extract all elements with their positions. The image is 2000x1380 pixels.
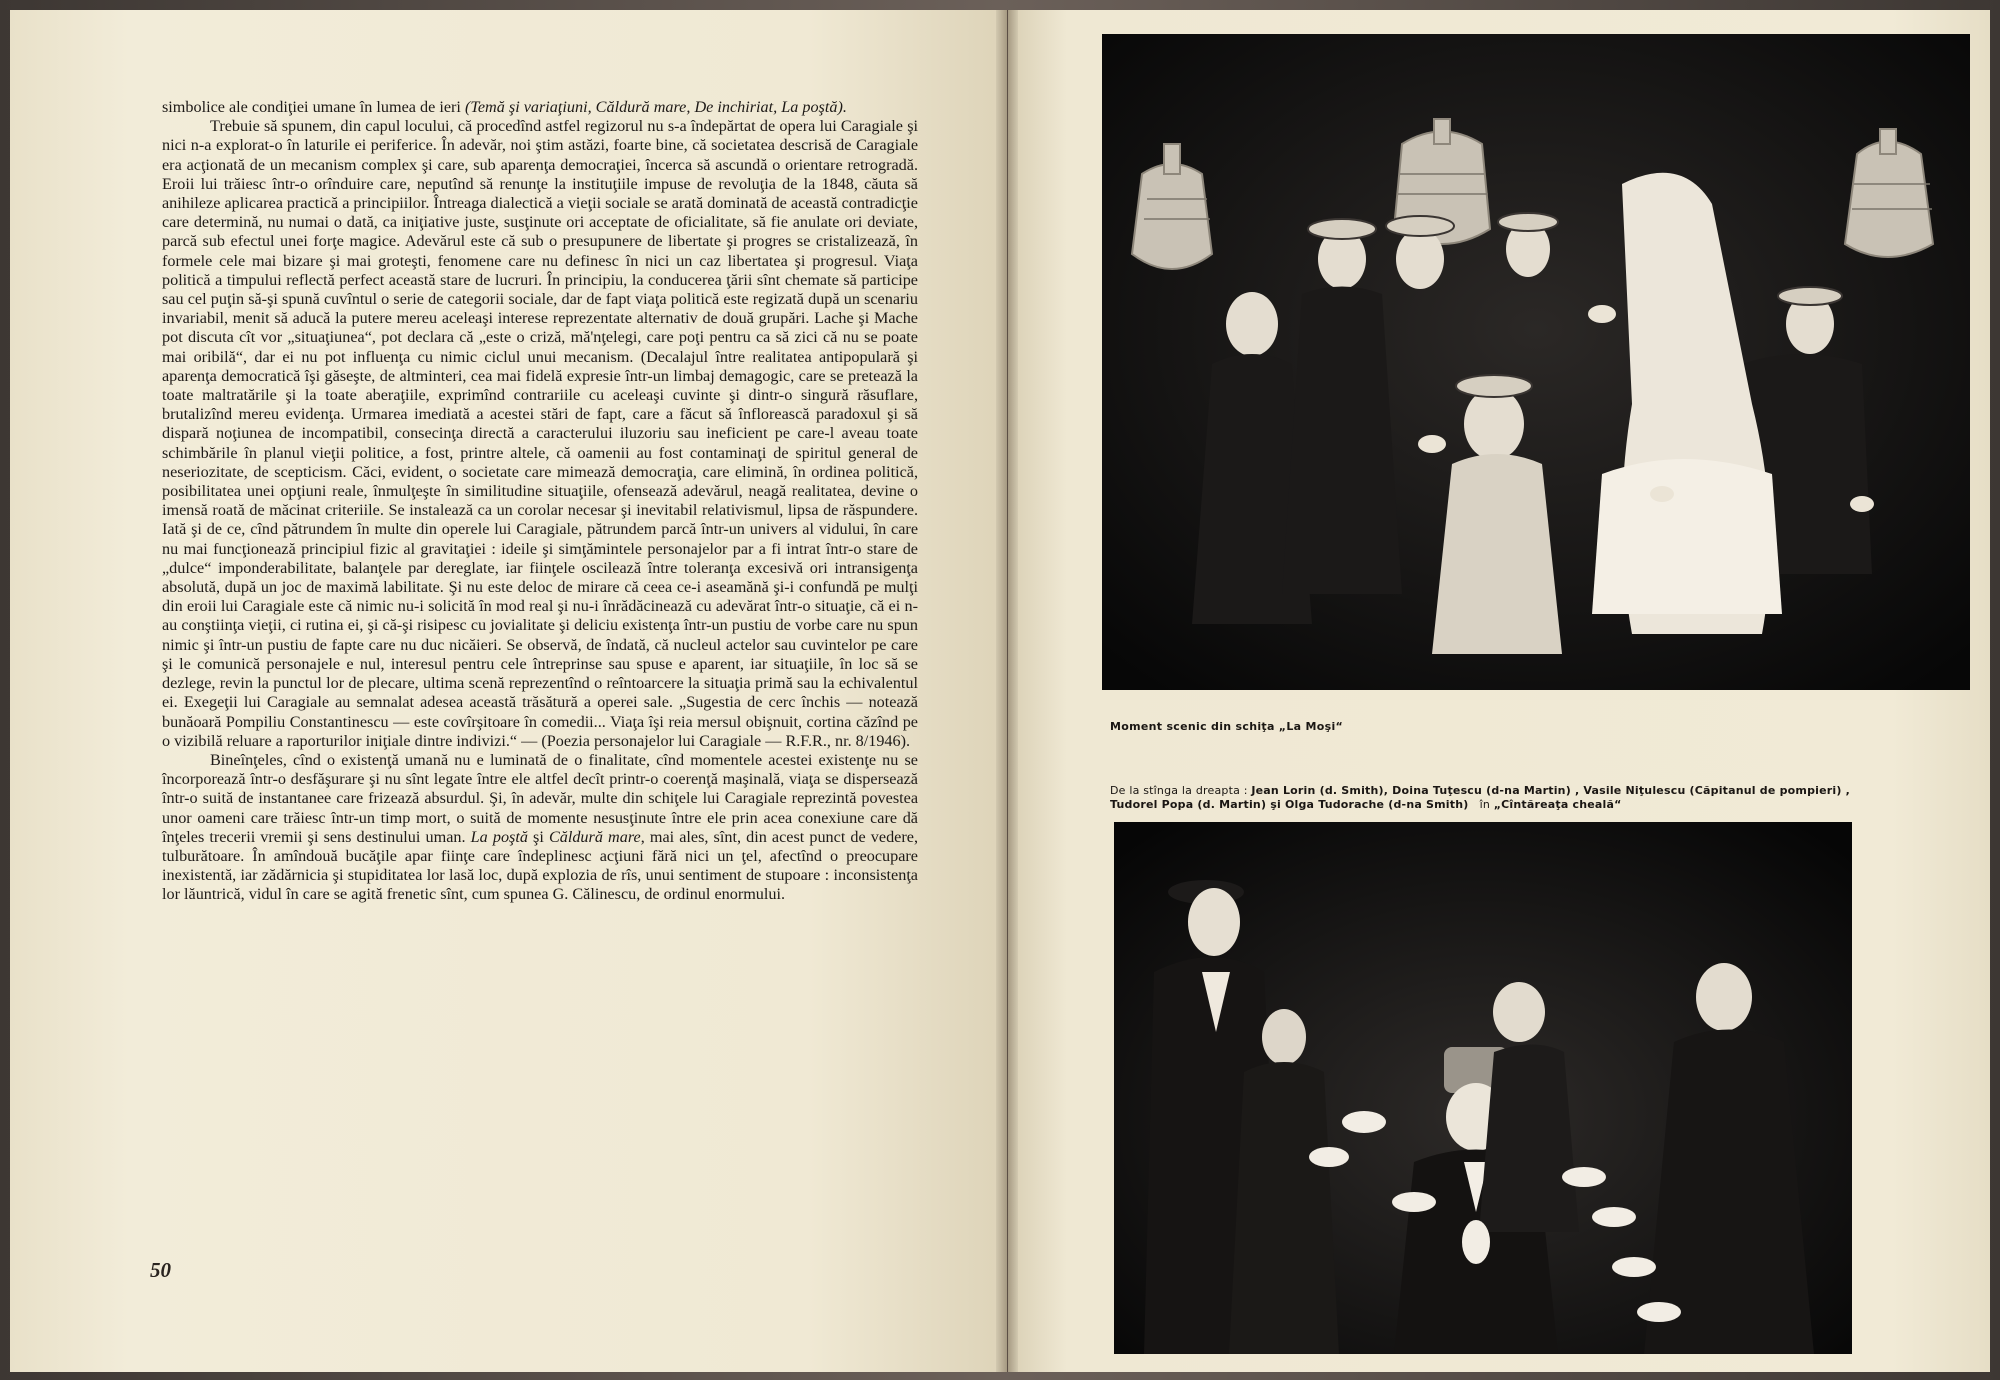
paragraph-text: Bineînţeles, cînd o existenţă umană nu e luminată de o finalitate, cînd momentele acestei existenţe nu se încorporează într-o desfăşurare şi nu sînt legate între ele altfel decît printr-o coerenţă maşinală, viaţa se dispersează într-o suită de instantanee care frizează absurdul. Şi, în adevăr, multe din schiţele lui Caragiale reprezintă povestea unor oameni care trăiesc într-un timp mort, o suită de momente nesusţinute între ele prin acea conexiune care dă înţeles trecerii vremii şi sens destinului uman.: [162, 750, 918, 846]
photo-caption-la-mosi: Moment scenic din schiţa „La Moşi“: [1110, 720, 1344, 733]
article-body: [162, 98, 918, 905]
italic-title-text: La poştă: [470, 827, 528, 846]
photo-caption-cantareata-cheala: [1110, 784, 1870, 812]
article-paragraph: [162, 98, 918, 117]
caption-cast-names: Jean Lorin (d. Smith), Doina Tuţescu (d-na Martin) , Vasile Niţulescu (Căpitanul de pompieri) , Tudorel Popa (d. Martin) şi Olga Tudorache (d-na Smith): [1110, 784, 1851, 811]
book-gutter: [996, 10, 1018, 1372]
stage-photo-cantareata-cheala: [1114, 822, 1852, 1354]
page-number: 50: [150, 1258, 171, 1282]
right-page: [1008, 10, 1990, 1372]
stage-photo-la-mosi: [1102, 34, 1970, 690]
italic-title-text: (Temă şi variaţiuni, Căldură mare, De inchiriat, La poştă).: [464, 98, 847, 116]
caption-prefix: De la stînga la dreapta :: [1110, 784, 1252, 797]
photo-la-mosi-illustration: [1102, 34, 1970, 690]
caption-play-title: „Cîntăreaţa cheală“: [1493, 798, 1622, 811]
italic-title-text: Căldură mare: [548, 827, 641, 846]
photo-cantareata-cheala-illustration: [1114, 822, 1852, 1354]
left-page: [10, 10, 1007, 1372]
article-paragraph: [162, 117, 918, 751]
paragraph-text: Trebuie să spunem, din capul locului, că procedînd astfel regizorul nu s-a îndepărtat de opera lui Caragiale şi nici n-a explorat-o în laturile ei periferice. În adevăr, noi ştim astăzi, foarte bine, că societatea descrisă de Caragiale era acţionată de un mecanism complex şi care, sub aparenţa democraţiei, încerca să ascundă o orientare retrogradă. Eroii lui trăiesc într-o orînduire care, neputînd să renunţe la instituţiile impuse de revoluţia de la 1848, căuta să anihileze aplicarea practică a principiilor. Întreaga dialectică a vieţii sociale se arată dominată de această contradicţie care determină, nu numai o dată, ca iniţiative juste, susţinute ori acceptate de oficialitate, să fie anulate ori deviate, parcă sub efectul unei forţe magice. Adevărul este că sub o presupunere de libertate şi progres se cristalizează, în formele cele mai bizare şi mai groteşti, fenomene care nu definesc în nici un caz libertatea şi progresul. Viaţa politică a timpului reflectă perfect această stare de lucruri. În principiu, la conducerea ţării sînt chemate să participe sau cel puţin să-şi spună cuvîntul o serie de categorii sociale, dar de fapt viaţa politică este regizată după un scenariu invariabil, menit să aducă la putere mereu aceleaşi interese reprezentate alternativ de două grupări. Lache şi Mache pot discuta cît vor „situaţiunea“, pot declara că „este o criză, mă'nţelegi, care poţi pentru ca să zici că nu se poate mai oribilă“, dar ei nu pot influenţa cu nimic ciclul unui mecanism. (Decalajul între realitatea antipopulară şi aparenţa democratică îşi găseşte, de altminteri, cea mai fidelă expresie într-un limbaj demagogic, care se pretează la toate maltratările şi la toate aberaţiile, exprimînd contrariile cu aceleaşi cuvinte şi dintr-o singură răsuflare, brutalizînd mereu evidenţa. Urmarea imediată a acestei stări de fapt, care a făcut să înflorească paradoxul şi să dispară noţiunea de incompatibil, consecinţa directă a caracterului iluzoriu sau ineficient pe care-l aveau toate schimbările în planul vieţii politice, a fost, printre altele, că oamenii au fost contaminaţi de spiritul general de neseriozitate, de scepticism. Căci, evident, o societate care mimează democraţia, care elimină, în ordinea politică, posibilitatea unei opţiuni reale, înmulţeşte în similitudine situaţiile, ofensează adevărul, neagă realitatea, devine o imensă roată de măcinat criteriile. Se instalează ca un corolar necesar şi inevitabil relativismul, lipsa de răspundere. Iată şi de ce, cînd pătrundem în multe din operele lui Caragiale, pătrundem parcă într-un univers al vidului, în care nu mai funcţionează principiul fizic al gravitaţiei : ideile şi simţămintele personajelor par a fi intrat într-o stare de „dulce“ imponderabilitate, balanţele par dereglate, iar fiinţele oscilează între toleranţa excesivă ori intransigenţa absolută, după un joc de maximă labilitate. Şi nu este deloc de mirare că ceea ce-i aseamănă şi-i confundă pe mulţi din eroii lui Caragiale este că nimic nu-i solicită în mod real şi nu-i înrădăcinează cu adevărat într-o situaţie, că ei n-au conştiinţa vieţii, ci rutina ei, şi că-şi risipesc cu jovialitate şi deliciu existenţa într-un pustiu de vorbe care nu spun nimic şi într-un pustiu de fapte care nu duc nicăieri. Se observă, de îndată, că nucleul actelor sau cuvintelor pe care şi le comunică personajele e nul, interesul pentru cele întreprinse sau spuse e aparent, iar situaţiile, în loc să se dezlege, revin la punctul lor de plecare, ultima scenă reprezentînd o reîntoarcere la situaţia primă sau la echivalentul ei. Exegeţii lui Caragiale au semnalat adesea această trăsătură a operei sale. „Sugestia de cerc închis — notează bunăoară Pompiliu Constantinescu — este covîrşitoare în comedii... Viaţa îşi reia mersul obişnuit, cortina căzînd pe o vizibilă reluare a raporturilor iniţiale dintre indivizi.“ — (Poezia personajelor lui Caragiale — R.F.R., nr. 8/1946).: [162, 117, 918, 750]
paragraph-text: şi: [527, 827, 549, 846]
paragraph-text: , mai ales, sînt, din acest punct de vedere, tulburătoare. În amîndouă bucăţile apar fiinţe care îndeplinesc acţiuni fără nici un ţel, afectînd o preocupare inexistentă, iar zădărnicia şi stupiditatea lor lasă loc, după explozia de rîs, unui sentiment de stupoare : inconsistenţa lor lăuntrică, vidul în care se agită frenetic sînt, cum spunea G. Călinescu, de ordinul enormului.: [162, 827, 918, 904]
article-paragraph: [162, 751, 918, 905]
caption-middle: în: [1468, 798, 1494, 811]
paragraph-text: simbolice ale condiţiei umane în lumea de ieri: [162, 98, 465, 116]
